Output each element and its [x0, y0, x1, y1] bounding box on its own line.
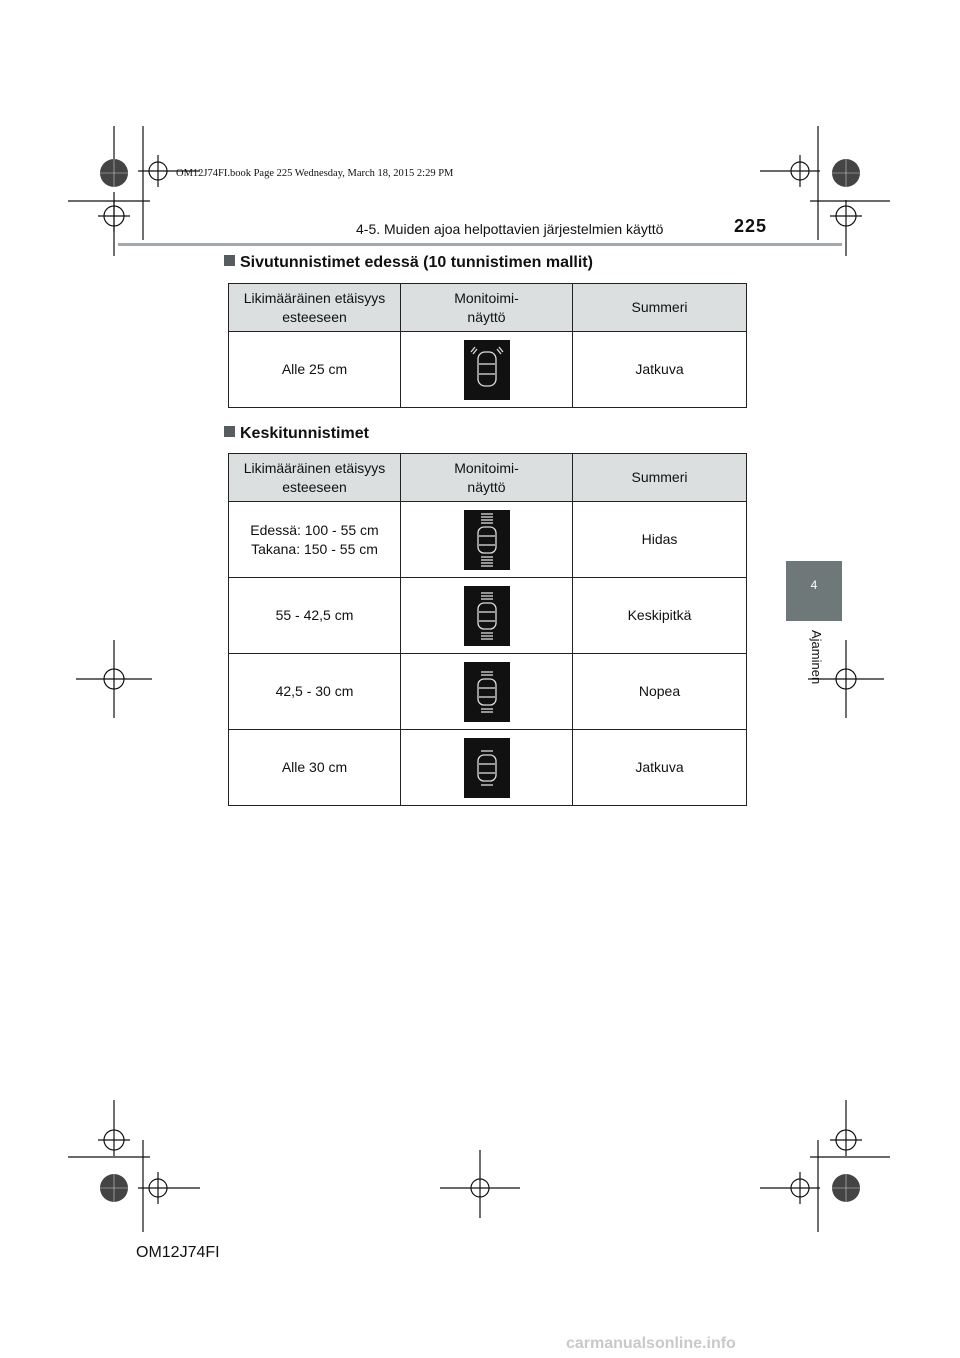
- chapter-tab-label: [806, 630, 826, 700]
- car-side-front-sensors-icon: [464, 340, 510, 400]
- table-header-row: [229, 284, 747, 332]
- table-row: [229, 502, 747, 578]
- watermark: carmanualsonline.info: [566, 1335, 736, 1352]
- table-header-row: [229, 454, 747, 502]
- footer-document-code: OM12J74FI: [136, 1244, 220, 1261]
- header-buzzer: Summeri: [573, 284, 747, 332]
- header-distance: Likimääräinen etäisyys esteeseen: [229, 284, 401, 332]
- buzzer-cell: Jatkuva: [573, 730, 747, 806]
- header-monitor: Monitoimi- näyttö: [401, 284, 573, 332]
- chapter-tab-label-text: Ajaminen: [809, 630, 824, 685]
- header-buzzer: Summeri: [573, 454, 747, 502]
- distance-cell: Edessä: 100 - 55 cm Takana: 150 - 55 cm: [229, 502, 401, 578]
- car-center-sensors-level-3-icon: [464, 662, 510, 722]
- header-divider: [118, 243, 842, 246]
- chapter-tab-number: 4: [810, 578, 818, 592]
- page-number: 225: [734, 216, 768, 236]
- section-title-text: Keskitunnistimet: [240, 425, 369, 442]
- monitor-cell: [401, 730, 573, 806]
- buzzer-cell: Jatkuva: [573, 332, 747, 408]
- table-row: [229, 332, 747, 408]
- bullet-square-icon: [224, 255, 235, 266]
- header-monitor: Monitoimi- näyttö: [401, 454, 573, 502]
- distance-cell: Alle 25 cm: [229, 332, 401, 408]
- monitor-cell: [401, 332, 573, 408]
- chapter-header-title: 4-5. Muiden ajoa helpottavien järjestelmien käyttö: [356, 221, 664, 237]
- center-sensors-table: [228, 453, 747, 806]
- buzzer-cell: Nopea: [573, 654, 747, 730]
- distance-cell: Alle 30 cm: [229, 730, 401, 806]
- car-center-sensors-level-1-icon: [464, 510, 510, 570]
- car-center-sensors-level-4-icon: [464, 738, 510, 798]
- book-info-line: OM12J74FI.book Page 225 Wednesday, March 18, 2015 2:29 PM: [176, 168, 454, 179]
- table-row: [229, 654, 747, 730]
- table-row: [229, 730, 747, 806]
- section-title-text: Sivutunnistimet edessä (10 tunnistimen mallit): [240, 254, 593, 271]
- buzzer-cell: Hidas: [573, 502, 747, 578]
- bullet-square-icon: [224, 426, 235, 437]
- section-title-center-sensors: [224, 425, 369, 443]
- buzzer-cell: Keskipitkä: [573, 578, 747, 654]
- side-sensors-table: [228, 283, 747, 408]
- section-title-side-sensors: [224, 254, 593, 272]
- header-distance: Likimääräinen etäisyys esteeseen: [229, 454, 401, 502]
- monitor-cell: [401, 502, 573, 578]
- distance-cell: 55 - 42,5 cm: [229, 578, 401, 654]
- monitor-cell: [401, 578, 573, 654]
- table-row: [229, 578, 747, 654]
- monitor-cell: [401, 654, 573, 730]
- distance-cell: 42,5 - 30 cm: [229, 654, 401, 730]
- chapter-tab: [786, 561, 842, 621]
- car-center-sensors-level-2-icon: [464, 586, 510, 646]
